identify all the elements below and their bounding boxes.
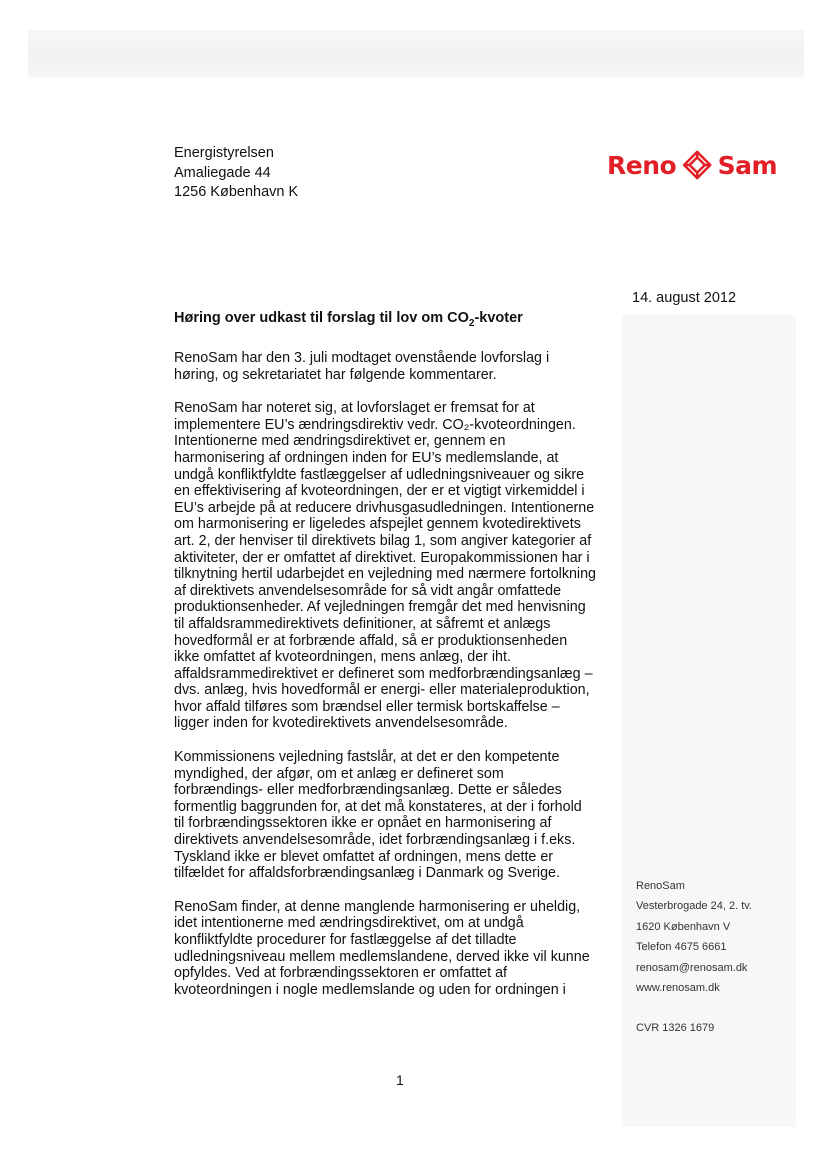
letter-body: [174, 350, 614, 1015]
subject-subscript: 2: [468, 317, 475, 329]
body-line: dvs. anlæg, hvis hovedformål er energi- eller materialeproduktion,: [174, 682, 590, 699]
body-line: af direktivets anvendelsesområde for så vidt angår omfattede: [174, 582, 562, 599]
page-number: 1: [396, 1072, 404, 1088]
recipient-address: [174, 144, 298, 203]
body-line: undgå konfliktfyldte fastlæggelser af udledningsniveauer og sikre: [174, 466, 585, 483]
body-line: opfyldes. Ved at forbrændingssektoren er omfattet af: [174, 965, 507, 982]
body-line: Kommissionens vejledning fastslår, at det er den kompetente: [174, 749, 560, 766]
sender-web[interactable]: www.renosam.dk: [636, 982, 720, 995]
letter-subject: [174, 310, 523, 329]
body-line: kvoteordningen i nogle medlemslande og uden for ordningen i: [174, 981, 566, 998]
body-paragraph: [174, 350, 614, 383]
body-line: formentlig baggrunden for, at det må konstateres, at der i forhold: [174, 798, 582, 815]
body-paragraph: [174, 899, 614, 999]
body-line: konfliktfyldte procedurer for fastlæggelse af det tilladte: [174, 932, 517, 948]
body-line: implementere EU’s ændringsdirektiv vedr. CO₂-kvoteordningen.: [174, 416, 576, 433]
body-paragraph: [174, 749, 614, 882]
recipient-city: 1256 København K: [174, 184, 299, 200]
body-line: EU’s arbejde på at reducere drivhusgasudledningen. Intentionerne: [174, 499, 595, 516]
body-line: forbrændings- eller medforbrændingsanlæg. Dette er således: [174, 782, 562, 799]
recipient-street: Amaliegade 44: [174, 164, 271, 181]
body-line: idet intentionerne med ændringsdirektivet, om at undgå: [174, 915, 524, 932]
body-line: om harmonisering er ligeledes afspejlet gennem kvotedirektivets: [174, 516, 581, 533]
sender-street: Vesterbrogade 24, 2. tv.: [636, 900, 752, 913]
sender-cvr: CVR 1326 1679: [636, 1022, 715, 1035]
body-line: RenoSam finder, at denne manglende harmonisering er uheldig,: [174, 898, 581, 915]
body-line: aktiviteter, der er omfattet af direktivet. Europakommissionen har i: [174, 549, 590, 566]
body-line: tilknytning hertil udarbejdet en vejledning med nærmere fortolkning: [174, 566, 596, 583]
body-line: ligger inden for kvotedirektivets anvendelsesområde.: [174, 715, 508, 732]
logo-text-right: Sam: [717, 150, 777, 180]
sender-contact: [636, 876, 752, 1039]
letter-date: 14. august 2012: [632, 290, 737, 306]
body-line: harmonisering af ordningen inden for EU’s medlemslande, at: [174, 449, 559, 466]
body-line: hvor affald tilføres som brændsel eller termisk bortskaffelse –: [174, 698, 560, 715]
body-line: ikke omfattet af kvoteordningen, mens anlæg, der iht.: [174, 649, 511, 666]
subject-main: Høring over udkast til forslag til lov om CO: [174, 310, 469, 326]
recipient-name: Energistyrelsen: [174, 145, 274, 161]
body-line: RenoSam har noteret sig, at lovforslaget er fremsat for at: [174, 400, 535, 417]
body-paragraph: [174, 400, 614, 732]
sender-name: RenoSam: [636, 880, 685, 892]
body-line: myndighed, der afgør, om et anlæg er defineret som: [174, 765, 504, 782]
body-line: til forbrændingssektoren ikke er opnået en harmonisering af: [174, 815, 552, 832]
body-line: høring, og sekretariatet har følgende kommentarer.: [174, 366, 497, 383]
renosam-knot-icon: [681, 144, 713, 186]
body-line: affaldsrammedirektivet er defineret som medforbrændingsanlæg –: [174, 665, 593, 682]
sender-phone: Telefon 4675 6661: [636, 941, 727, 954]
body-line: en effektivisering af kvoteordningen, der er et vigtigt virkemiddel i: [174, 483, 585, 500]
body-line: Tyskland ikke er blevet omfattet af ordningen, mens dette er: [174, 848, 554, 865]
scan-shadow-band: [28, 30, 804, 78]
renosam-logo: [607, 142, 777, 188]
body-line: til affaldsrammedirektivets definitioner, at såfremt et anlægs: [174, 615, 551, 632]
body-line: tilfældet for affaldsforbrændingsanlæg i Danmark og Sverige.: [174, 865, 560, 882]
body-line: hovedformål er at forbrænde affald, så er produktionsenheden: [174, 632, 568, 649]
body-line: art. 2, der henviser til direktivets bilag 1, som angiver kategorier af: [174, 532, 592, 549]
body-line: udledningsniveau mellem medlemslandene, derved ikke vil kunne: [174, 948, 590, 965]
body-line: produktionsenheder. Af vejledningen fremgår det med henvisning: [174, 599, 586, 616]
logo-text-left: Reno: [607, 150, 677, 180]
sender-email[interactable]: renosam@renosam.dk: [636, 961, 748, 974]
sender-city: 1620 København V: [636, 920, 731, 933]
body-line: RenoSam har den 3. juli modtaget ovenstående lovforslag i: [174, 350, 550, 366]
body-line: Intentionerne med ændringsdirektivet er, gennem en: [174, 433, 506, 450]
subject-tail: -kvoter: [474, 310, 523, 326]
body-line: direktivets anvendelsesområde, idet forbrændingsanlæg i f.eks.: [174, 832, 576, 849]
